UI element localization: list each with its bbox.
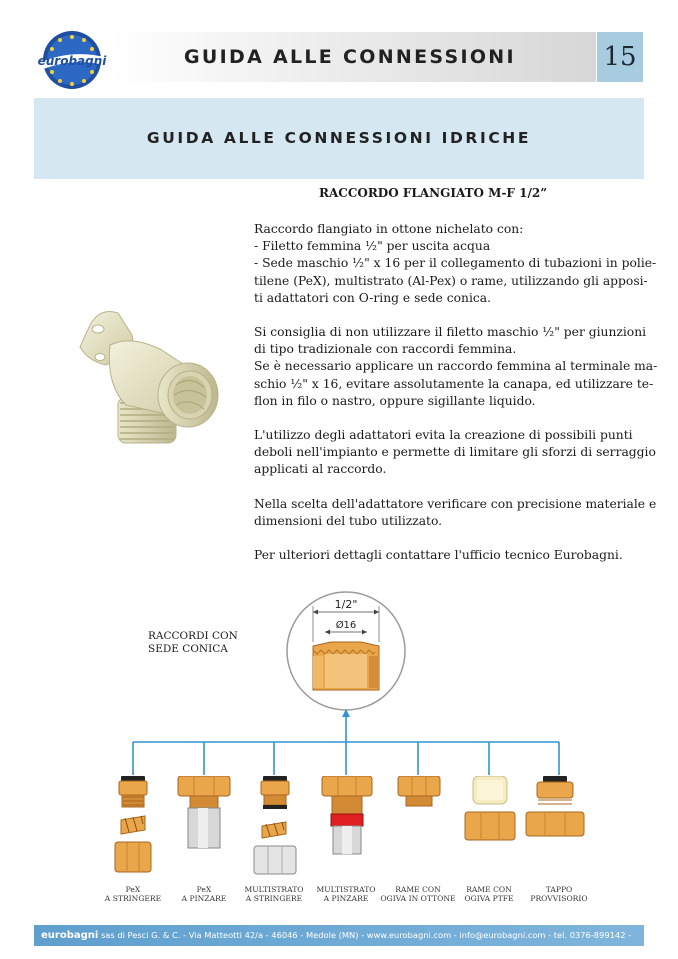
- paragraph-3: L'utilizzo degli adattatori evita la creazione di possibili punti deboli nell'impianto e permette di limitare gli sforzi di serraggio applicati al raccordo.: [254, 428, 656, 477]
- eurobagni-logo: [34, 30, 110, 90]
- item-label-multistrato-pinzare: MULTISTRATO A PINZARE: [316, 885, 376, 904]
- dim-half-inch: 1/2": [334, 598, 358, 611]
- item-label-pex-stringere: PeX A STRINGERE: [104, 885, 162, 904]
- footer-brand: eurobagni: [41, 930, 99, 941]
- header-title: GUIDA ALLE CONNESSIONI: [184, 46, 516, 68]
- item-label-rame-ottone: RAME CON OGIVA IN OTTONE: [380, 885, 456, 904]
- paragraph-1: Raccordo flangiato in ottone nichelato con: - Filetto femmina ½" per uscita acqua - Sede maschio ½" x 16 per il collegamento di tubazioni in polie- tilene (PeX), multistrato (Al-Pex) o rame, utilizzando gli apposi- ti adattatori con O-ring e sede conica.: [254, 222, 657, 305]
- pex-press-fitting: [176, 776, 232, 850]
- pex-compression-fitting: [113, 776, 153, 874]
- multilayer-compression-fitting: [252, 776, 298, 876]
- paragraph-2: Si consiglia di non utilizzare il filetto maschio ½" per giunzioni di tipo tradizionale con raccordi femmina. Se è necessario applicare un raccordo femmina al terminale ma- schio ½" x 16, evitare assolutamente la canapa, ed utilizzare te- flon in filo o nastro, oppure sigillante liquido.: [254, 325, 658, 408]
- paragraph-5: Per ulteriori dettagli contattare l'ufficio tecnico Eurobagni.: [254, 548, 623, 563]
- section-title: GUIDA ALLE CONNESSIONI IDRICHE: [146, 129, 532, 147]
- footer-bar: [34, 925, 644, 946]
- item-label-pex-pinzare: PeX A PINZARE: [181, 885, 227, 904]
- product-title: RACCORDO FLANGIATO M-F 1/2”: [319, 186, 548, 200]
- item-label-tappo: TAPPO PROVVISORIO: [530, 885, 588, 904]
- section-band: [34, 98, 644, 179]
- paragraph-4: Nella scelta dell'adattatore verificare con precisione materiale e dimensioni del tubo utilizzato.: [254, 496, 657, 528]
- logo-text: eurobagni: [37, 54, 107, 68]
- item-label-rame-ptfe: RAME CON OGIVA PTFE: [464, 885, 514, 904]
- conic-seat-detail: [285, 590, 407, 712]
- flanged-fitting-image: [70, 305, 230, 455]
- temporary-cap: [524, 776, 586, 838]
- dim-diameter-16: Ø16: [335, 620, 357, 631]
- product-description: [254, 221, 658, 581]
- copper-brass-ogive-fitting: [396, 776, 442, 808]
- diagram-caption: RACCORDI CON SEDE CONICA: [148, 630, 238, 655]
- footer-contact: sas di Pesci G. & C. - Via Matteotti 42/a - 46046 - Medole (MN) - www.eurobagni.com - info@eurobagni.com - tel. 0376-899142 -: [100, 930, 632, 940]
- multilayer-press-fitting: [320, 776, 374, 856]
- page-number: 15: [597, 32, 643, 82]
- item-label-multistrato-stringere: MULTISTRATO A STRINGERE: [244, 885, 304, 904]
- copper-ptfe-ogive-fitting: [463, 776, 517, 842]
